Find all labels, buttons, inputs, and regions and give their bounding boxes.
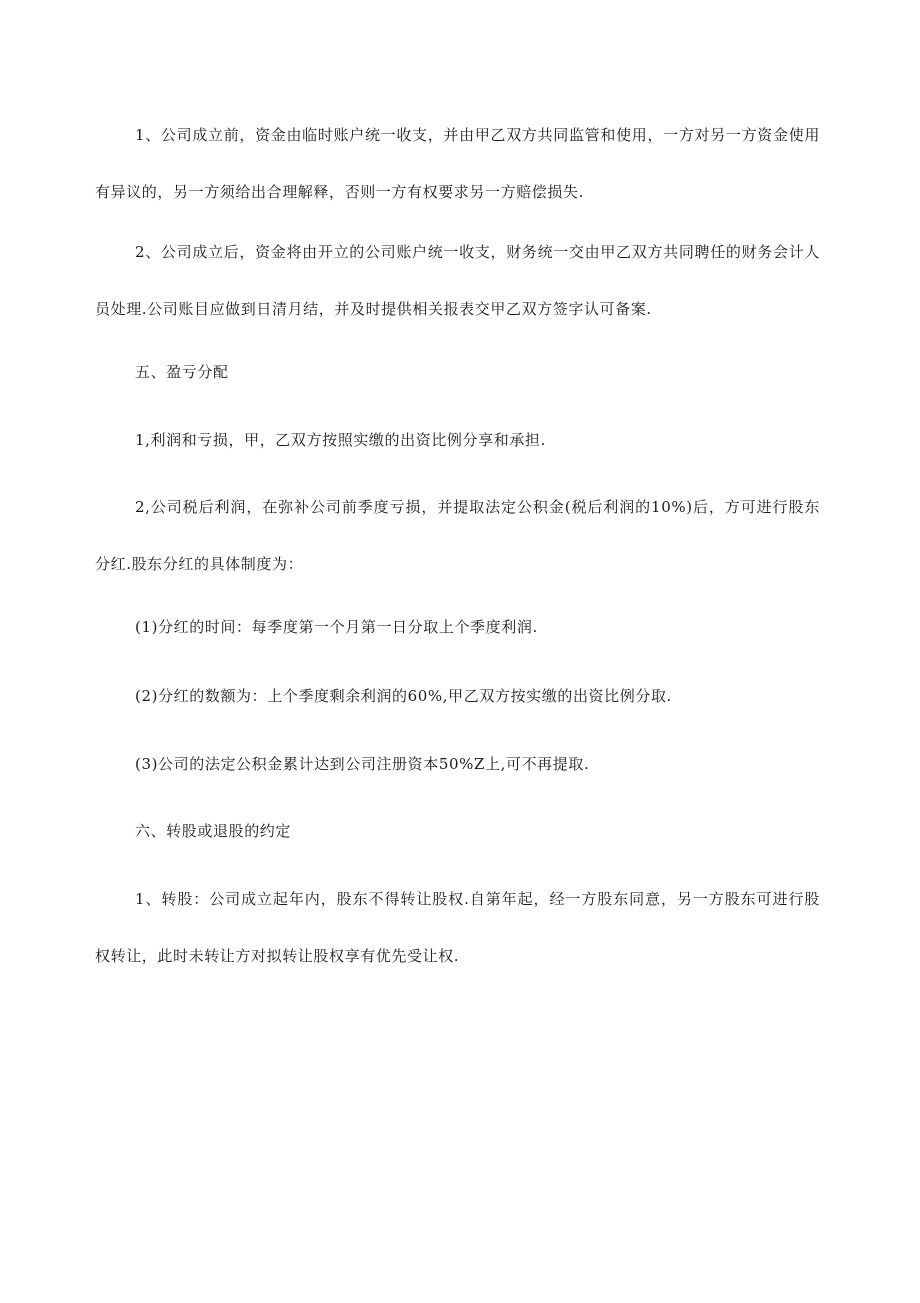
paragraph-after-tax-profit: 2,公司税后利润，在弥补公司前季度亏损，并提取法定公积金(税后利润的10%)后，方可进行股东分红.股东分红的具体制度为： <box>95 498 820 573</box>
list-item-dividend-time: (1)分红的时间：每季度第一个月第一日分取上个季度利润. <box>135 618 538 636</box>
list-item-dividend-amount: (2)分红的数额为：上个季度剩余利润的60%,甲乙双方按实缴的出资比例分取. <box>135 687 672 705</box>
section-title-share-transfer: 六、转股或退股的约定 <box>135 822 292 840</box>
section-title-profit-loss: 五、盈亏分配 <box>135 363 229 381</box>
paragraph-profit-loss-sharing: 1,利润和亏损，甲，乙双方按照实缴的出资比例分享和承担. <box>135 431 546 449</box>
paragraph-share-transfer: 1、转股：公司成立起年内，股东不得转让股权.自第年起，经一方股东同意，另一方股东可进行股权转让，此时未转让方对拟转让股权享有优先受让权. <box>95 890 820 965</box>
paragraph-fund-after-establishment: 2、公司成立后，资金将由开立的公司账户统一收支，财务统一交由甲乙双方共同聘任的财务会计人员处理.公司账目应做到日清月结，并及时提供相关报表交甲乙双方签字认可备案. <box>95 243 820 318</box>
list-item-statutory-reserve: (3)公司的法定公积金累计达到公司注册资本50%Z上,可不再提取. <box>135 755 590 773</box>
paragraph-fund-before-establishment: 1、公司成立前，资金由临时账户统一收支，并由甲乙双方共同监管和使用，一方对另一方资金使用有异议的，另一方须给出合理解释，否则一方有权要求另一方赔偿损失. <box>95 126 820 201</box>
